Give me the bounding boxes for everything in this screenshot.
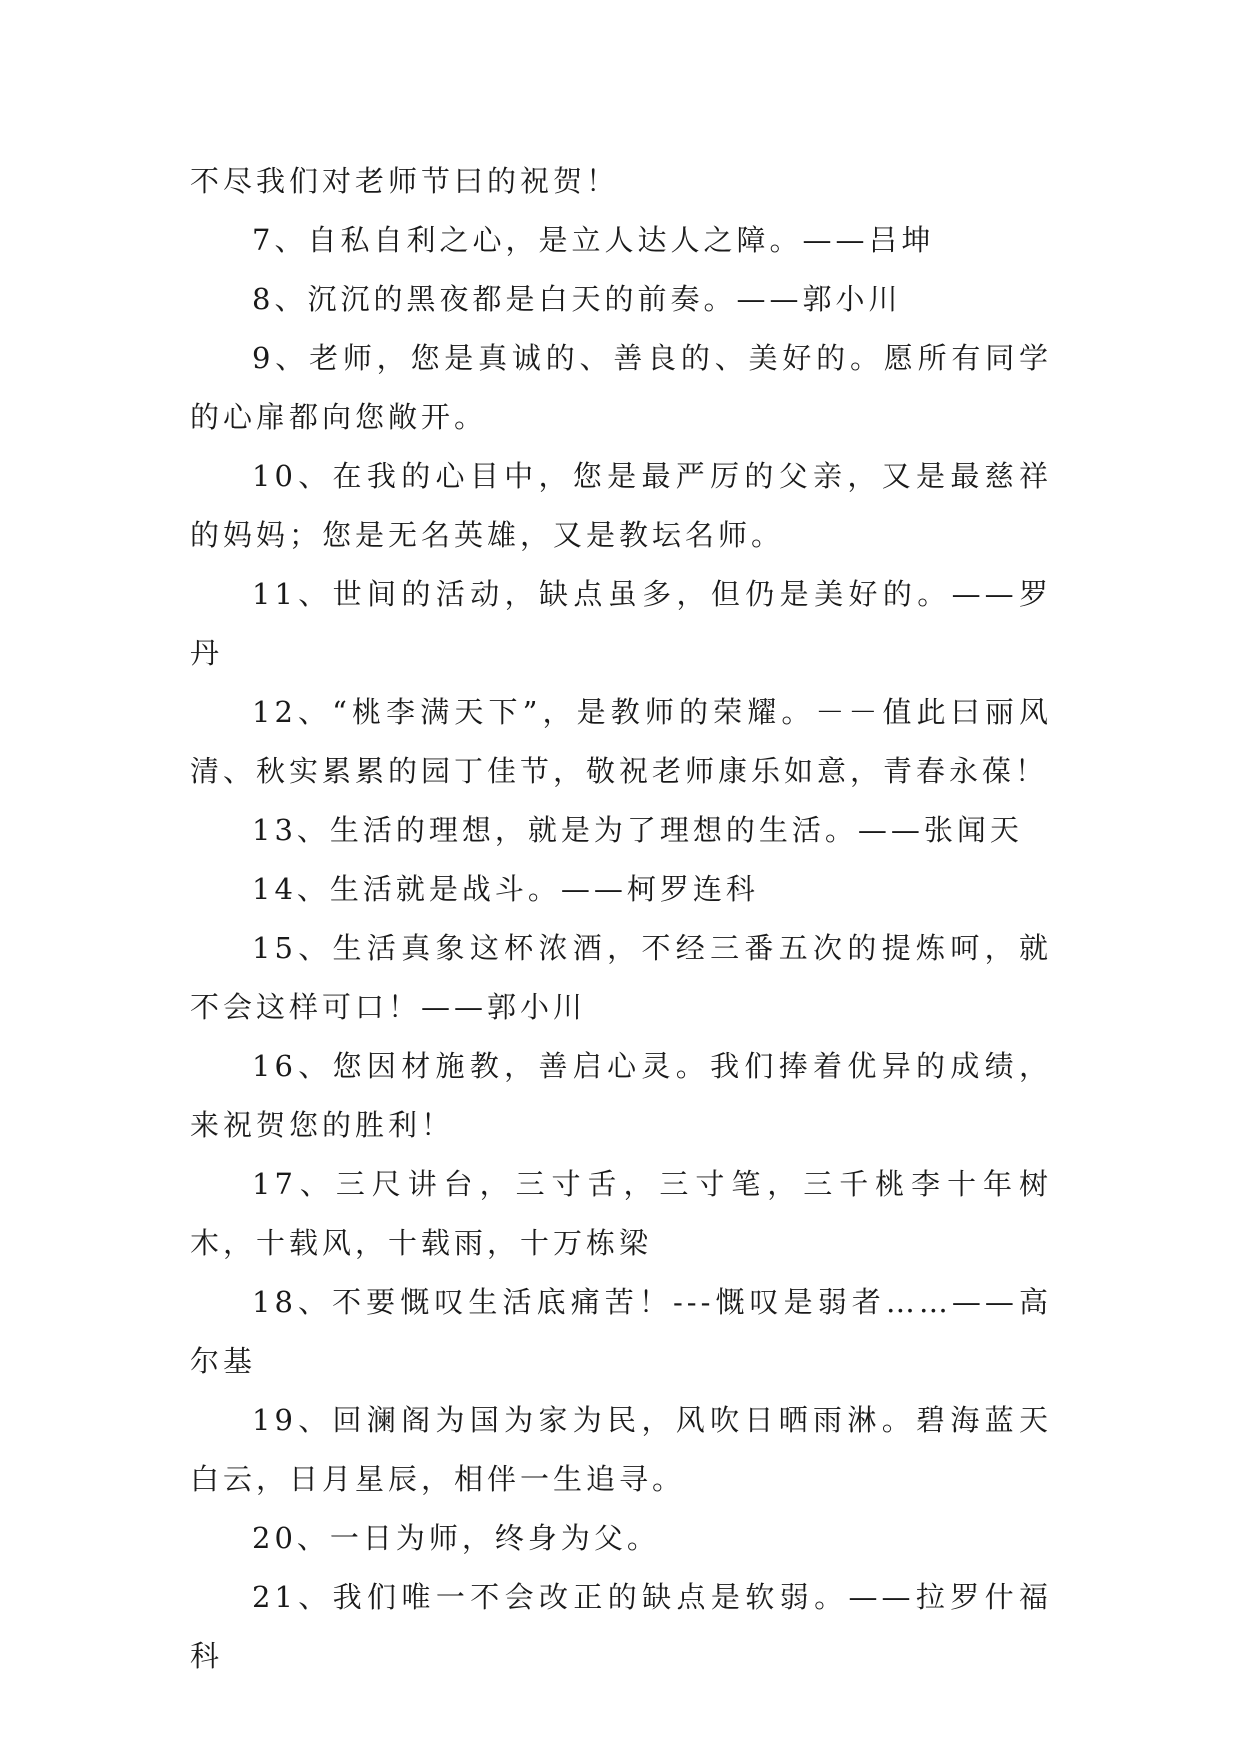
quote-19: 19、回澜阁为国为家为民，风吹日晒雨淋。碧海蓝天白云，日月星辰，相伴一生追寻。 — [190, 1403, 1052, 1496]
quote-16: 16、您因材施教，善启心灵。我们捧着优异的成绩，来祝贺您的胜利！ — [190, 1049, 1052, 1142]
quote-18: 18、不要慨叹生活底痛苦！---慨叹是弱者……——高尔基 — [190, 1285, 1052, 1378]
quote-13: 13、生活的理想，就是为了理想的生活。——张闻天 — [252, 813, 1023, 847]
quote-12: 12、“桃李满天下”，是教师的荣耀。－－值此曰丽风清、秋实累累的园丁佳节，敬祝老师康乐如意，青春永葆！ — [190, 695, 1052, 788]
quote-11: 11、世间的活动，缺点虽多，但仍是美好的。——罗丹 — [190, 577, 1052, 670]
quote-17: 17、三尺讲台，三寸舌，三寸笔，三千桃李十年树木，十载风，十载雨，十万栋梁 — [190, 1167, 1052, 1260]
document-body — [190, 152, 1052, 1686]
quote-20: 20、一日为师，终身为父。 — [252, 1521, 660, 1555]
quote-10: 10、在我的心目中，您是最严厉的父亲，又是最慈祥的妈妈；您是无名英雄，又是教坛名师。 — [190, 459, 1052, 552]
quote-9: 9、老师，您是真诚的、善良的、美好的。愿所有同学的心扉都向您敞开。 — [190, 341, 1052, 434]
quote-7: 7、自私自利之心，是立人达人之障。——吕坤 — [252, 223, 935, 257]
quote-15: 15、生活真象这杯浓酒，不经三番五次的提炼呵，就不会这样可口！——郭小川 — [190, 931, 1052, 1024]
quote-21: 21、我们唯一不会改正的缺点是软弱。——拉罗什福科 — [190, 1580, 1052, 1673]
paragraph-continuation: 不尽我们对老师节曰的祝贺！ — [190, 164, 620, 198]
quote-14: 14、生活就是战斗。——柯罗连科 — [252, 872, 759, 906]
quote-8: 8、沉沉的黑夜都是白天的前奏。——郭小川 — [252, 282, 902, 316]
